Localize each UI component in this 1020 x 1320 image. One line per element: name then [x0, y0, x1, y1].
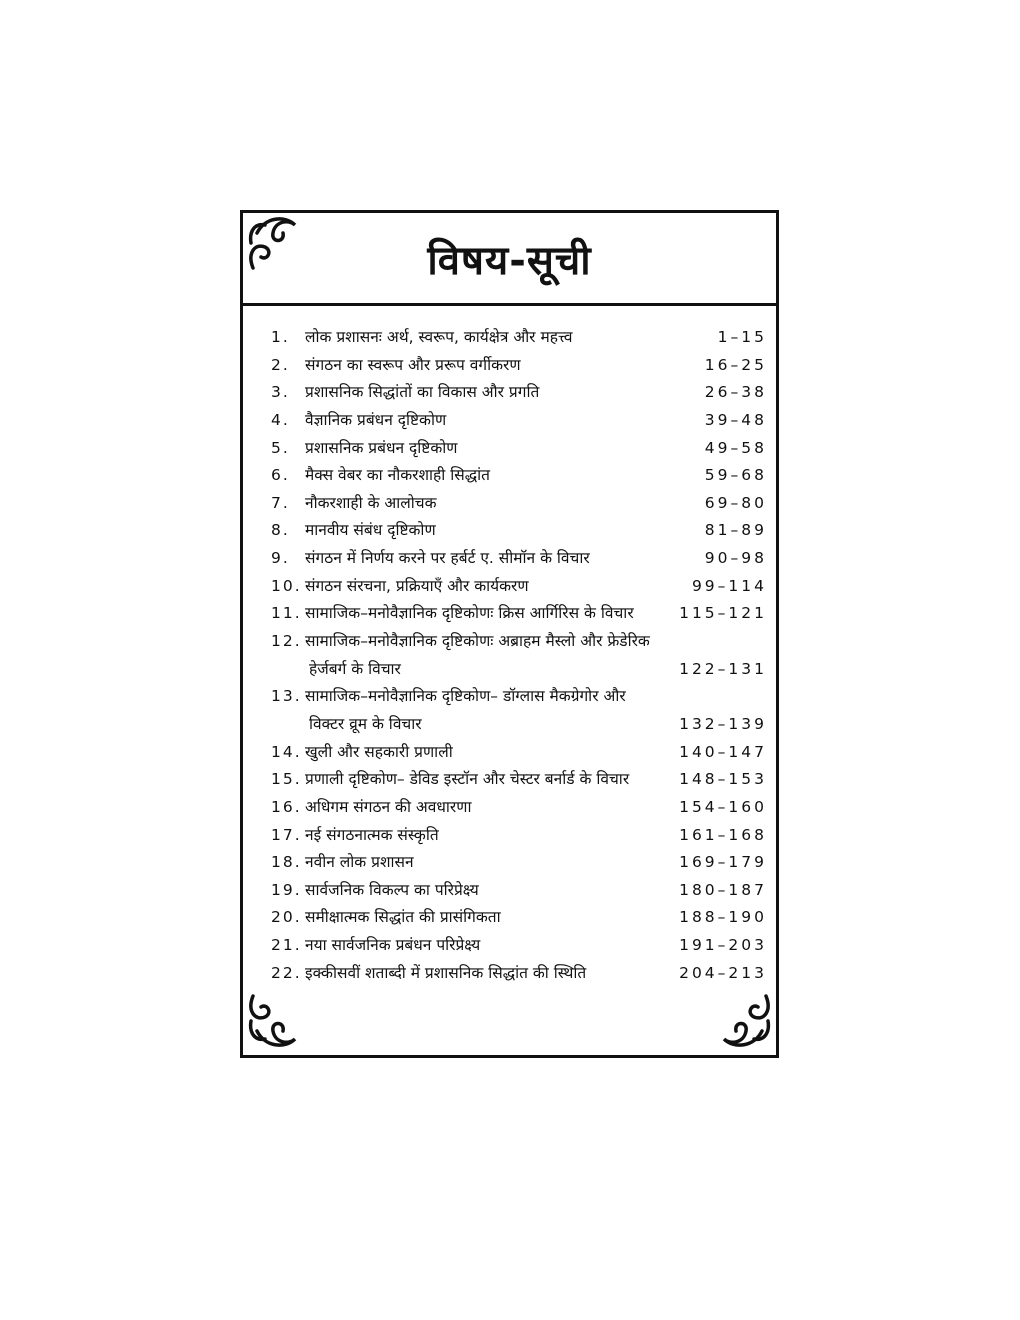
toc-entry	[271, 462, 767, 490]
entry-number: 19.	[271, 880, 302, 899]
entry-number: 2.	[271, 355, 290, 374]
entry-title: प्रशासनिक सिद्धांतों का विकास और प्रगति	[305, 383, 540, 402]
toc-entry	[271, 324, 767, 352]
contents-list	[271, 324, 767, 987]
entry-pages: 188–190	[679, 908, 767, 927]
entry-pages: 122–131	[679, 659, 767, 678]
entry-pages: 1–15	[717, 328, 767, 346]
page-title: विषय-सूची	[427, 238, 592, 284]
toc-entry	[271, 794, 767, 822]
entry-pages: 99–114	[691, 576, 767, 595]
entry-number: 21.	[271, 936, 302, 955]
entry-pages: 81–89	[704, 521, 767, 540]
entry-title: सामाजिक–मनोवैज्ञानिक दृष्टिकोण– डॉग्लास मैकग्रेगोर और	[305, 687, 626, 706]
toc-entry	[271, 711, 767, 739]
entry-title: मैक्स वेबर का नौकरशाही सिद्धांत	[305, 466, 490, 485]
toc-entry	[271, 656, 767, 684]
toc-entry	[271, 435, 767, 463]
entry-title: सामाजिक–मनोवैज्ञानिक दृष्टिकोणः क्रिस आर्गिरिस के विचार	[305, 604, 634, 623]
toc-entry	[271, 960, 767, 988]
entry-title: लोक प्रशासनः अर्थ, स्वरूप, कार्यक्षेत्र और महत्त्व	[305, 328, 573, 346]
toc-entry	[271, 600, 767, 628]
entry-title: प्रशासनिक प्रबंधन दृष्टिकोण	[305, 438, 458, 457]
entry-number: 7.	[271, 493, 290, 512]
entry-pages: 39–48	[704, 410, 767, 429]
entry-pages: 148–153	[679, 770, 767, 789]
entry-pages: 161–168	[679, 825, 767, 844]
entry-title: खुली और सहकारी प्रणाली	[305, 742, 453, 761]
entry-title: संगठन का स्वरूप और प्ररूप वर्गीकरण	[305, 355, 521, 374]
toc-entry	[271, 490, 767, 518]
entry-pages: 169–179	[679, 853, 767, 872]
toc-entry	[271, 766, 767, 794]
toc-entry	[271, 628, 767, 656]
entry-pages: 180–187	[679, 880, 767, 899]
entry-title: नया सार्वजनिक प्रबंधन परिप्रेक्ष्य	[305, 936, 481, 955]
entry-number: 11.	[271, 604, 302, 623]
corner-ornament-icon	[245, 991, 305, 1051]
entry-pages: 26–38	[704, 383, 767, 402]
entry-title: वैज्ञानिक प्रबंधन दृष्टिकोण	[305, 410, 447, 429]
toc-entry	[271, 545, 767, 573]
entry-title: विक्टर व्रूम के विचार	[309, 714, 422, 733]
toc-entry	[271, 849, 767, 877]
entry-pages: 69–80	[704, 493, 767, 512]
entry-number: 15.	[271, 770, 302, 789]
entry-number: 6.	[271, 466, 290, 485]
entry-number: 9.	[271, 549, 290, 568]
entry-number: 20.	[271, 908, 302, 927]
entry-number: 16.	[271, 797, 302, 816]
toc-entry	[271, 932, 767, 960]
entry-title: समीक्षात्मक सिद्धांत की प्रासंगिकता	[305, 908, 501, 927]
toc-entry	[271, 822, 767, 850]
entry-number: 5.	[271, 438, 290, 457]
entry-number: 1.	[271, 328, 290, 346]
contents-frame	[240, 210, 779, 1058]
entry-title: इक्कीसवीं शताब्दी में प्रशासनिक सिद्धांत की स्थिति	[305, 963, 587, 982]
entry-number: 14.	[271, 742, 302, 761]
entry-number: 13.	[271, 687, 302, 706]
entry-number: 10.	[271, 576, 302, 595]
entry-title: मानवीय संबंध दृष्टिकोण	[305, 521, 436, 540]
toc-entry	[271, 573, 767, 601]
entry-title: नई संगठनात्मक संस्कृति	[305, 825, 439, 844]
entry-pages: 154–160	[679, 797, 767, 816]
contents-header	[243, 213, 776, 306]
toc-entry	[271, 517, 767, 545]
entry-title: अधिगम संगठन की अवधारणा	[305, 797, 472, 816]
entry-title: संगठन संरचना, प्रक्रियाएँ और कार्यकरण	[305, 576, 529, 595]
toc-entry	[271, 683, 767, 711]
entry-pages: 16–25	[704, 355, 767, 374]
entry-pages: 49–58	[704, 438, 767, 457]
entry-pages: 140–147	[679, 742, 767, 761]
entry-title: प्रणाली दृष्टिकोण– डेविड इस्टॉन और चेस्टर बर्नार्ड के विचार	[305, 770, 630, 789]
entry-pages: 90–98	[704, 549, 767, 568]
toc-entry	[271, 904, 767, 932]
entry-number: 18.	[271, 853, 302, 872]
entry-pages: 132–139	[679, 714, 767, 733]
entry-number: 12.	[271, 632, 302, 651]
entry-number: 22.	[271, 963, 302, 982]
toc-entry	[271, 739, 767, 767]
toc-entry	[271, 877, 767, 905]
entry-number: 8.	[271, 521, 290, 540]
corner-ornament-icon	[714, 991, 774, 1051]
toc-entry	[271, 379, 767, 407]
entry-title: हेर्जबर्ग के विचार	[309, 659, 401, 678]
entry-pages: 115–121	[679, 604, 767, 623]
entry-title: नवीन लोक प्रशासन	[305, 853, 414, 872]
entry-pages: 59–68	[704, 466, 767, 485]
entry-pages: 191–203	[679, 936, 767, 955]
toc-entry	[271, 407, 767, 435]
entry-pages: 204–213	[679, 963, 767, 982]
entry-number: 17.	[271, 825, 302, 844]
entry-title: सार्वजनिक विकल्प का परिप्रेक्ष्य	[305, 880, 479, 899]
entry-title: संगठन में निर्णय करने पर हर्बर्ट ए. सीमॉन के विचार	[305, 549, 590, 568]
entry-number: 3.	[271, 383, 290, 402]
entry-number: 4.	[271, 410, 290, 429]
entry-title: नौकरशाही के आलोचक	[305, 493, 437, 512]
entry-title: सामाजिक–मनोवैज्ञानिक दृष्टिकोणः अब्राहम मैस्लो और फ्रेडेरिक	[305, 632, 650, 651]
toc-entry	[271, 352, 767, 380]
